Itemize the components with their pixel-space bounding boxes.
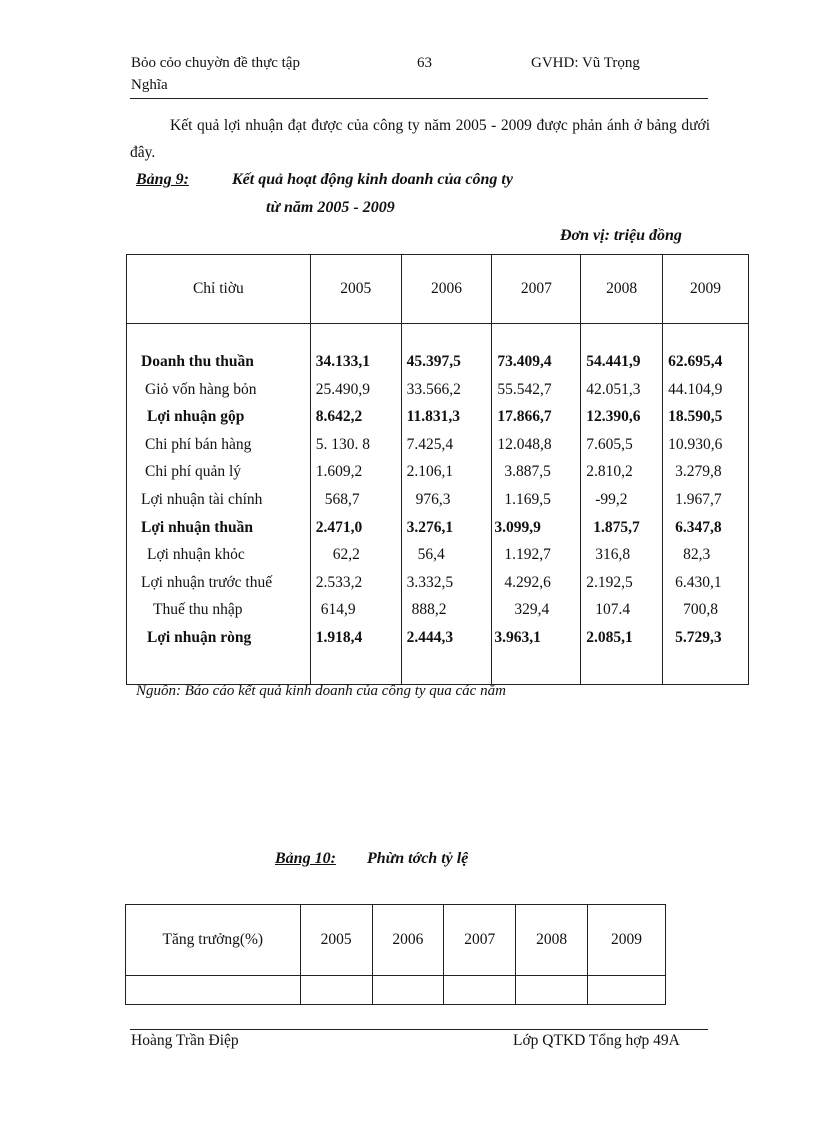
table-cell: 1.875,7 <box>593 518 640 536</box>
table-cell: 329,4 <box>514 601 550 619</box>
table-cell: 2.106,1 <box>406 463 454 481</box>
row-label: Lợi nhuận trước thuế <box>141 573 273 591</box>
table-cell <box>372 976 444 1005</box>
footer-right: Lớp QTKD Tổng hợp 49A <box>513 1032 680 1049</box>
row-label: Lợi nhuận gộp <box>147 408 245 426</box>
table-cell: 107.4 <box>595 601 631 619</box>
table-cell: 568,7 <box>324 490 360 508</box>
intro-paragraph <box>130 112 710 166</box>
table9-caption <box>136 171 189 189</box>
table-cell: 8.642,2 <box>315 408 363 426</box>
table-cell: 44.104,9 <box>668 380 723 398</box>
row-label: Thuế thu nhập <box>153 601 243 619</box>
table10-year-header: 2006 <box>372 905 444 976</box>
table-cell <box>126 976 301 1005</box>
table9-unit: Đơn vị: triệu đồng <box>560 227 682 244</box>
table-cell: 1.967,7 <box>675 490 722 508</box>
table9-year-header: 2007 <box>492 255 581 324</box>
table-cell: 700,8 <box>683 601 718 619</box>
table-cell: 614,9 <box>320 601 356 619</box>
table10-year-header: 2008 <box>516 905 588 976</box>
table-cell: 6.347,8 <box>675 518 722 536</box>
table-cell: 1.918,4 <box>315 628 363 646</box>
table10-year-header: 2007 <box>444 905 516 976</box>
table-cell: 33.566,2 <box>406 380 461 398</box>
table10-empty-row <box>126 976 666 1005</box>
table-cell: 18.590,5 <box>668 408 723 426</box>
table-cell: 3.887,5 <box>504 463 551 481</box>
table-cell: 45.397,5 <box>406 353 461 370</box>
table-cell <box>444 976 516 1005</box>
table-cell: 7.425,4 <box>406 435 454 453</box>
table10-year-header: 2009 <box>588 905 666 976</box>
table-cell: 7.605,5 <box>586 435 633 453</box>
row-label: Chi phí bán hàng <box>145 435 252 453</box>
table9-label-column <box>127 324 311 685</box>
header-right: GVHD: Vũ Trọng <box>531 55 640 71</box>
header-rule <box>130 98 708 99</box>
row-label: Lợi nhuận ròng <box>147 628 252 646</box>
table-cell: 34.133,1 <box>315 353 371 370</box>
table-cell: 56,4 <box>417 546 445 564</box>
table9-body-row <box>127 324 749 685</box>
row-label: Lợi nhuận thuần <box>141 518 253 536</box>
table-cell: 4.292,6 <box>504 573 551 591</box>
table-cell: 12.390,6 <box>586 408 641 426</box>
table9-year-header: 2008 <box>581 255 663 324</box>
footer-left: Hoàng Trần Điệp <box>131 1032 239 1049</box>
table-cell: 17.866,7 <box>497 408 552 426</box>
table-cell: 6.430,1 <box>675 573 722 591</box>
table-cell: -99,2 <box>595 490 628 508</box>
row-label: Chi phí quản lý <box>145 463 242 481</box>
table-cell <box>300 976 372 1005</box>
table-cell: 2.444,3 <box>406 628 454 646</box>
table10-caption <box>275 850 336 868</box>
table10-label: Bảng 10: <box>275 850 336 867</box>
table9-source: Nguồn: Báo cáo kết quả kinh doanh của công ty qua các năm <box>136 683 506 699</box>
table9-label: Bảng 9: <box>136 171 189 188</box>
table-cell: 11.831,3 <box>406 408 460 426</box>
table-cell: 316,8 <box>595 546 631 564</box>
table-cell: 5.729,3 <box>675 628 722 646</box>
table-cell: 73.409,4 <box>497 353 552 370</box>
table-cell: 976,3 <box>415 490 451 508</box>
page-number: 63 <box>417 55 432 71</box>
table-cell: 3.963,1 <box>494 628 541 646</box>
intro-text: Kết quả lợi nhuận đạt được của công ty năm 2005 - 2009 được phản ánh ở bảng dưới đây. <box>130 117 710 161</box>
table-cell: 55.542,7 <box>497 380 552 398</box>
table-cell: 3.276,1 <box>406 518 454 536</box>
table9 <box>126 254 749 685</box>
table9-title-line1: Kết quả hoạt động kinh doanh của công ty <box>232 171 513 188</box>
row-label: Lợi nhuận khỏc <box>147 546 245 564</box>
table9-col-2009 <box>663 324 749 685</box>
table-cell <box>588 976 666 1005</box>
table-cell: 2.471,0 <box>315 518 363 536</box>
table9-year-header: 2009 <box>663 255 749 324</box>
table-cell <box>516 976 588 1005</box>
table-cell: 5. 130. 8 <box>315 435 371 453</box>
table9-col-2007 <box>492 324 581 685</box>
table-cell: 62.695,4 <box>668 353 723 370</box>
table-cell: 888,2 <box>411 601 447 619</box>
table-cell: 3.099,9 <box>494 518 541 536</box>
table-cell: 54.441,9 <box>586 353 641 370</box>
table9-year-header: 2005 <box>310 255 401 324</box>
table-cell: 1.192,7 <box>504 546 551 564</box>
table9-col-2006 <box>401 324 492 685</box>
table9-title-line2: từ năm 2005 - 2009 <box>266 199 395 216</box>
footer-rule <box>130 1029 708 1030</box>
row-label: Doanh thu thuần <box>141 353 254 370</box>
table10-year-header: 2005 <box>300 905 372 976</box>
table-cell: 3.332,5 <box>406 573 454 591</box>
table-cell: 25.490,9 <box>315 380 371 398</box>
table10-title: Phừn tớch tỷ lệ <box>367 850 469 867</box>
table-cell: 12.048,8 <box>497 435 552 453</box>
table-cell: 42.051,3 <box>586 380 641 398</box>
table9-col-2008 <box>581 324 663 685</box>
table-cell: 62,2 <box>332 546 360 564</box>
header-left-line1: Bỏo cỏo chuyờn đề thực tập <box>131 55 300 71</box>
table10-corner-header: Tăng trưởng(%) <box>126 905 301 976</box>
table-cell: 1.609,2 <box>315 463 363 481</box>
table-cell: 2.085,1 <box>586 628 633 646</box>
table9-header-row <box>127 255 749 324</box>
header-left-line2: Nghĩa <box>131 77 168 93</box>
table-cell: 3.279,8 <box>675 463 722 481</box>
table10 <box>125 904 666 1005</box>
table-cell: 2.192,5 <box>586 573 633 591</box>
row-label: Lợi nhuận tài chính <box>141 490 263 508</box>
table9-col-2005 <box>310 324 401 685</box>
table-cell: 2.810,2 <box>586 463 633 481</box>
table9-year-header: 2006 <box>401 255 492 324</box>
table-cell: 2.533,2 <box>315 573 363 591</box>
table9-corner-header: Chỉ tiờu <box>127 255 311 324</box>
table-cell: 1.169,5 <box>504 490 551 508</box>
table-cell: 82,3 <box>683 546 711 564</box>
table10-header-row <box>126 905 666 976</box>
row-label: Giỏ vốn hàng bỏn <box>145 380 257 398</box>
table-cell: 10.930,6 <box>668 435 723 453</box>
